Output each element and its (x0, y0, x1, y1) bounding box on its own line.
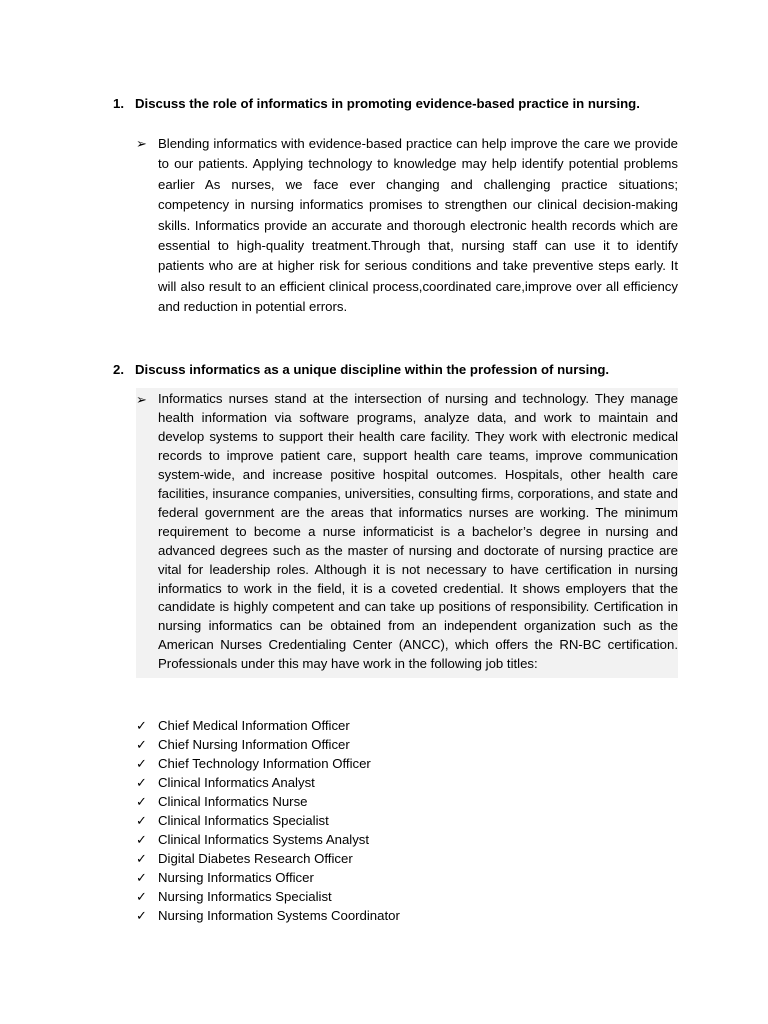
question-1-heading (113, 94, 683, 113)
checkmark-icon: ✓ (136, 756, 147, 771)
question-1-answer-text: Blending informatics with evidence-based practice can help improve the care we provide to our patients. Applying technology to knowledge may help identify potential problems earlier As nurses, we face ever changing and challenging practice situations; competency in nursing informatics promises to strengthen our clinical decision-making skills. Informatics provide an accurate and thorough electronic health records which are essential to high-quality treatment.Through that, nursing staff can use it to identify patients who are at higher risk for serious conditions and take preventive steps early. It will also result to an efficient clinical process,coordinated care,improve over all efficiency and reduction in potential errors. (158, 136, 678, 315)
job-title-item (136, 906, 656, 925)
job-title-text: Digital Diabetes Research Officer (158, 851, 353, 866)
job-title-item (136, 868, 656, 887)
job-title-text: Clinical Informatics Nurse (158, 794, 308, 809)
checkmark-icon: ✓ (136, 889, 147, 904)
checkmark-icon: ✓ (136, 718, 147, 733)
job-title-text: Clinical Informatics Specialist (158, 813, 329, 828)
checkmark-icon: ✓ (136, 870, 147, 885)
job-title-text: Clinical Informatics Systems Analyst (158, 832, 370, 847)
job-title-text: Nursing Informatics Specialist (158, 889, 332, 904)
job-title-item (136, 887, 656, 906)
job-titles-list (136, 716, 656, 925)
job-title-text: Nursing Information Systems Coordinator (158, 908, 400, 923)
job-title-item (136, 792, 656, 811)
job-title-item (136, 849, 656, 868)
checkmark-icon: ✓ (136, 813, 147, 828)
job-title-text: Chief Nursing Information Officer (158, 737, 350, 752)
job-title-text: Chief Medical Information Officer (158, 718, 350, 733)
checkmark-icon: ✓ (136, 794, 147, 809)
checkmark-icon: ✓ (136, 908, 147, 923)
job-title-item (136, 811, 656, 830)
job-title-text: Clinical Informatics Analyst (158, 775, 315, 790)
arrowhead-bullet-icon: ➢ (136, 392, 147, 407)
job-title-text: Chief Technology Information Officer (158, 756, 371, 771)
question-1-answer (136, 134, 678, 318)
job-title-item (136, 830, 656, 849)
checkmark-icon: ✓ (136, 851, 147, 866)
checkmark-icon: ✓ (136, 737, 147, 752)
question-1-title: Discuss the role of informatics in promoting evidence-based practice in nursing. (135, 96, 640, 111)
checkmark-icon: ✓ (136, 775, 147, 790)
question-2-answer (136, 388, 678, 678)
job-title-item (136, 716, 656, 735)
job-title-item (136, 735, 656, 754)
question-2-title: Discuss informatics as a unique discipline within the profession of nursing. (135, 362, 610, 377)
job-title-item (136, 773, 656, 792)
question-1-number: 1. (113, 96, 124, 111)
checkmark-icon: ✓ (136, 832, 147, 847)
question-2-answer-text: Informatics nurses stand at the intersection of nursing and technology. They manage health information via software programs, analyze data, and work to maintain and develop systems to support their health care facility. They work with electronic medical records to improve patient care, support health care teams, improve communication system-wide, and increase positive hospital outcomes. Hospitals, other health care facilities, insurance companies, universities, consulting firms, corporations, and state and federal government are the areas that informatics nurses are working. The minimum requirement to become a nurse informaticist is a bachelor’s degree in nursing and advanced degrees such as the master of nursing and doctorate of nursing practice are vital for leadership roles. Although it is not necessary to have certification in nursing informatics to work in the field, it is a coveted credential. It shows employers that the candidate is highly competent and can take up positions of responsibility. Certification in nursing informatics can be obtained from an independent organization such as the American Nurses Credentialing Center (ANCC), which offers the RN-BC certification. Professionals under this may have work in the following job titles: (158, 391, 678, 672)
question-2-number: 2. (113, 362, 124, 377)
job-title-text: Nursing Informatics Officer (158, 870, 314, 885)
job-title-item (136, 754, 656, 773)
arrowhead-bullet-icon: ➢ (136, 136, 147, 151)
question-2-heading (113, 360, 683, 379)
